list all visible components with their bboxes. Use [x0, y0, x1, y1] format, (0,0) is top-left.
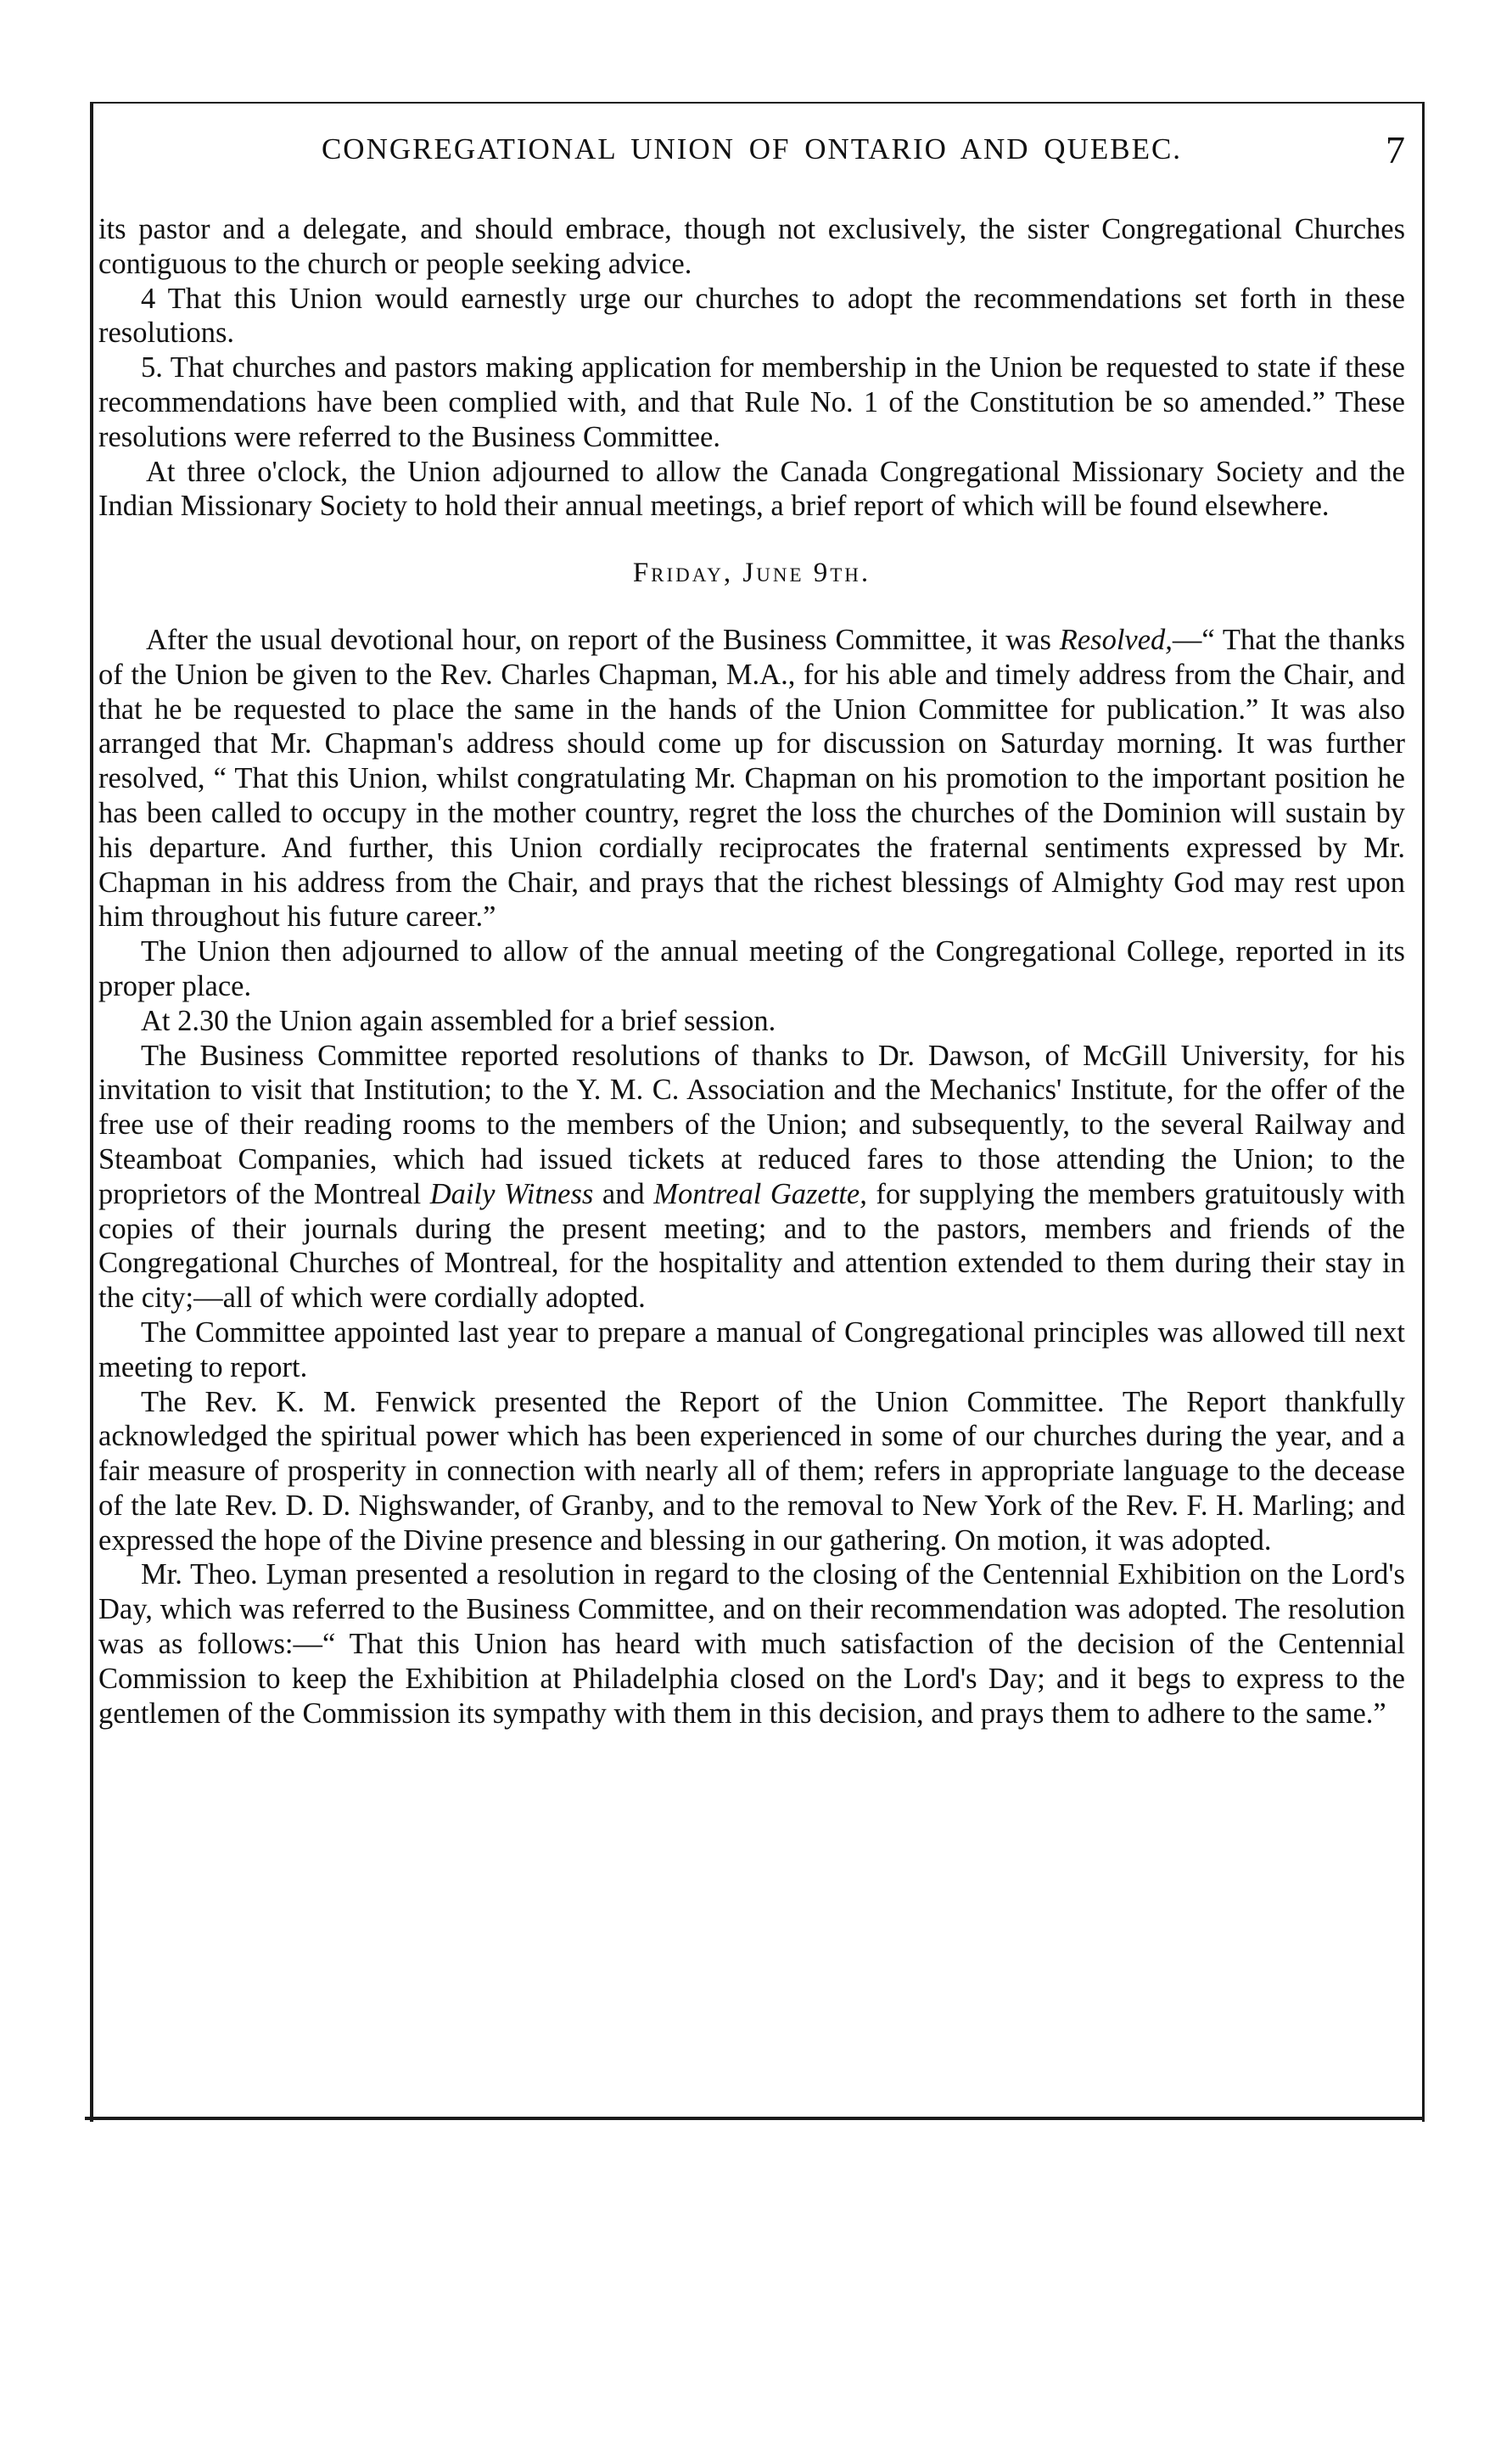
- paragraph-10: The Rev. K. M. Fenwick presented the Report of the Union Committee. The Report thankfully acknowledged the spiritual power which has been experienced in some of our churches during the year, and a fair measure of prosperity in connection with nearly all of them; refers in appropriate language to the decease of the late Rev. D. D. Nighswander, of Granby, and to the removal to New York of the Rev. F. H. Marling; and expressed the hope of the Divine presence and blessing in our gathering. On motion, it was adopted.: [98, 1385, 1405, 1557]
- section-heading: Friday, June 9th.: [632, 558, 871, 589]
- paragraph-2: 4 That this Union would earnestly urge our churches to adopt the recommendations set forth in these resolutions.: [98, 282, 1405, 350]
- paragraph-6: The Union then adjourned to allow of the annual meeting of the Congregational College, reported in its proper place.: [98, 935, 1405, 1002]
- montreal-gazette-title: Montreal Gazette,: [653, 1177, 867, 1210]
- paragraph-5-lead: After the usual devotional hour, on report of the Business Committee, it was: [146, 623, 1051, 656]
- daily-witness-title: Daily Witness: [429, 1177, 594, 1210]
- paragraph-9: The Committee appointed last year to prepare a manual of Congregational principles was allowed till next meeting to report.: [98, 1316, 1405, 1383]
- paragraph-7: At 2.30 the Union again assembled for a brief session.: [141, 1004, 776, 1037]
- paragraph-1: its pastor and a delegate, and should embrace, though not exclusively, the sister Congregational Churches contiguous to the church or people seeking advice.: [98, 213, 1405, 280]
- paragraph-8-and: and: [602, 1177, 645, 1210]
- paragraph-8-lead: The Business Committee reported resolutions of thanks to Dr. Dawson, of McGill University, for his invitation to visit that Institution; to the Y. M. C. Association and the Mechanics' Institute, for the offer of the free use of their reading rooms to the members of the Union; and subsequently, to the several Railway and Steamboat Companies, which had issued tickets at reduced fares to those attending the Union; to the proprietors of the Montreal: [98, 1039, 1405, 1210]
- body-text: [98, 212, 1405, 1731]
- paragraph-8: [98, 1039, 1405, 1316]
- resolved-label: Resolved,: [1059, 623, 1173, 656]
- running-header: [90, 127, 1414, 187]
- paragraph-5: [98, 623, 1405, 934]
- running-title: CONGREGATIONAL UNION OF ONTARIO AND QUEBEC.: [321, 132, 1183, 165]
- paragraph-8-body: for supplying the members gratuitously with copies of their journals during the present meeting; and to the pastors, members and friends of the Congregational Churches of Montreal, for the hospitality and attention extended to them during their stay in the city;—all of which were cordially adopted.: [98, 1177, 1405, 1315]
- paragraph-4: At three o'clock, the Union adjourned to allow the Canada Congregational Missionary Society and the Indian Missionary Society to hold their annual meetings, a brief report of which will be found elsewhere.: [98, 455, 1405, 523]
- paragraph-11: Mr. Theo. Lyman presented a resolution in regard to the closing of the Centennial Exhibition on the Lord's Day, which was referred to the Business Committee, and on their recommendation was adopted. The resolution was as follows:—“ That this Union has heard with much satisfaction of the decision of the Centennial Commission to keep the Exhibition at Philadelphia closed on the Lord's Day; and it begs to express to the gentlemen of the Commission its sympathy with them in this decision, and prays them to adhere to the same.”: [98, 1558, 1405, 1730]
- page-number: 7: [1386, 128, 1405, 171]
- page-bottom-rule: [85, 2117, 1422, 2120]
- paragraph-3: 5. That churches and pastors making application for membership in the Union be requested to state if these recommendations have been complied with, and that Rule No. 1 of the Constitution be so amended.” These resolutions were referred to the Business Committee.: [98, 351, 1405, 453]
- paragraph-5-body: —“ That the thanks of the Union be given to the Rev. Charles Chapman, M.A., for his able and timely address from the Chair, and that he be requested to place the same in the hands of the Union Committee for publication.” It was also arranged that Mr. Chapman's address should come up for discussion on Saturday morning. It was further resolved, “ That this Union, whilst congratulating Mr. Chapman on his promotion to the important position he has been called to occupy in the mother country, regret the loss the churches of the Dominion will sustain by his departure. And further, this Union cordially reciprocates the fraternal sentiments expressed by Mr. Chapman in his address from the Chair, and prays that the richest blessings of Almighty God may rest upon him throughout his future career.”: [98, 623, 1405, 934]
